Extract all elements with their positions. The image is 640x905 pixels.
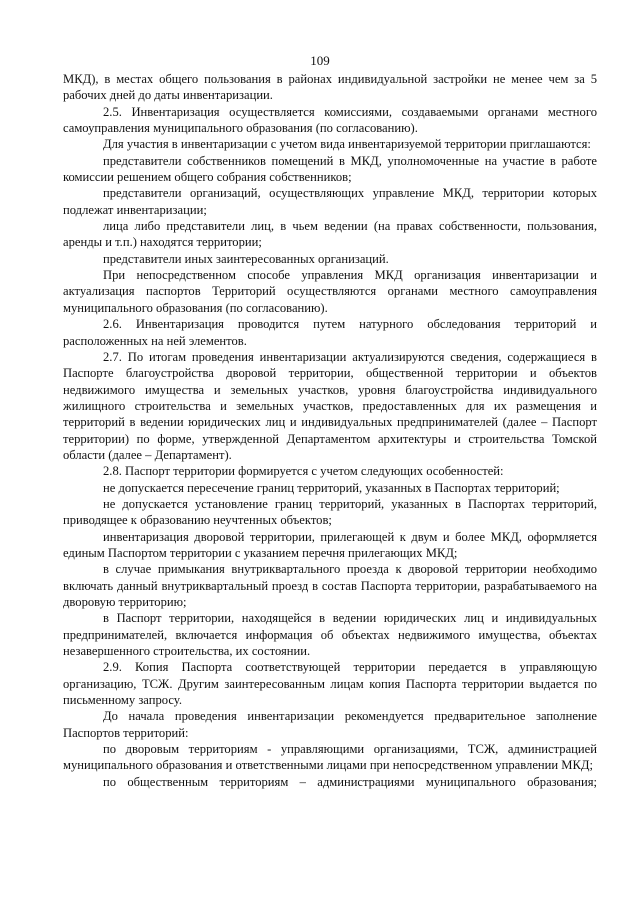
paragraph: представители организаций, осуществляющих управление МКД, территории которых подлежат инвентаризации;	[63, 186, 597, 217]
paragraph: 2.6. Инвентаризация проводится путем натурного обследования территорий и расположенных на ней элементов.	[63, 317, 597, 348]
paragraph: 2.8. Паспорт территории формируется с учетом следующих особенностей:	[103, 464, 504, 479]
paragraph: 2.5. Инвентаризация осуществляется комиссиями, создаваемыми органами местного самоуправления муниципального образования (по согласованию).	[63, 104, 597, 136]
paragraph: по общественным территориям – администрациями муниципального образования;	[103, 774, 597, 789]
document-body	[63, 71, 597, 790]
page-number: 109	[310, 53, 330, 68]
paragraph: по дворовым территориям - управляющими организациями, ТСЖ, администрацией муниципального образования и ответственными лицами при непосредственном управлении МКД;	[63, 742, 597, 773]
paragraph: 2.9. Копия Паспорта соответствующей территории передается в управляющую организацию, ТСЖ. Другим заинтересованным лицам копия Паспорта территории выдается по письменному запросу.	[63, 660, 597, 708]
paragraph: не допускается пересечение границ территорий, указанных в Паспортах территорий;	[103, 480, 560, 495]
paragraph: лица либо представители лиц, в чьем ведении (на правах собственности, пользования, аренды и т.п.) находятся территории;	[63, 219, 597, 250]
paragraph: До начала проведения инвентаризации рекомендуется предварительное заполнение Паспортов территорий:	[63, 709, 597, 740]
paragraph: не допускается установление границ территорий, указанных в Паспортах территорий, приводящее к образованию неучтенных объектов;	[63, 496, 597, 528]
paragraph: МКД), в местах общего пользования в районах индивидуальной застройки не менее чем за 5 рабочих дней до даты инвентаризации.	[63, 72, 597, 103]
paragraph: в случае примыкания внутриквартального проезда к дворовой территории необходимо включать данный внутриквартальный проезд в состав Паспорта территории, разрабатываемого на дворовую территорию;	[63, 562, 597, 609]
paragraph: При непосредственном способе управления МКД организация инвентаризации и актуализация паспортов Территорий осуществляются органами местного самоуправления муниципального образования (по согласованию).	[63, 268, 597, 315]
paragraph: в Паспорт территории, находящейся в ведении юридических лиц и индивидуальных предпринимателей, включается информация об объектах недвижимого имущества, объектах незавершенного строительства, их состоянии.	[63, 611, 597, 659]
paragraph: инвентаризация дворовой территории, прилегающей к двум и более МКД, оформляется единым Паспортом территории с указанием перечня прилегающих МКД;	[63, 529, 597, 560]
paragraph: представители иных заинтересованных организаций.	[103, 251, 389, 266]
paragraph: представители собственников помещений в МКД, уполномоченные на участие в работе комиссии решением общего собрания собственников;	[63, 153, 597, 185]
paragraph: Для участия в инвентаризации с учетом вида инвентаризуемой территории приглашаются:	[103, 137, 591, 152]
paragraph: 2.7. По итогам проведения инвентаризации актуализируются сведения, содержащиеся в Паспорте благоустройства дворовой территории, общественной территории и объектов недвижимого имущества и земельных участков, уровня благоустройства индивидуального жилищного строительства и земельных участков, предоставленных для их размещения и территорий в ведении юридических лиц и индивидуальных предпринимателей (далее – Паспорт территории) по форме, утвержденной Департаментом архитектуры и строительства Томской области (далее – Департамент).	[63, 349, 597, 462]
